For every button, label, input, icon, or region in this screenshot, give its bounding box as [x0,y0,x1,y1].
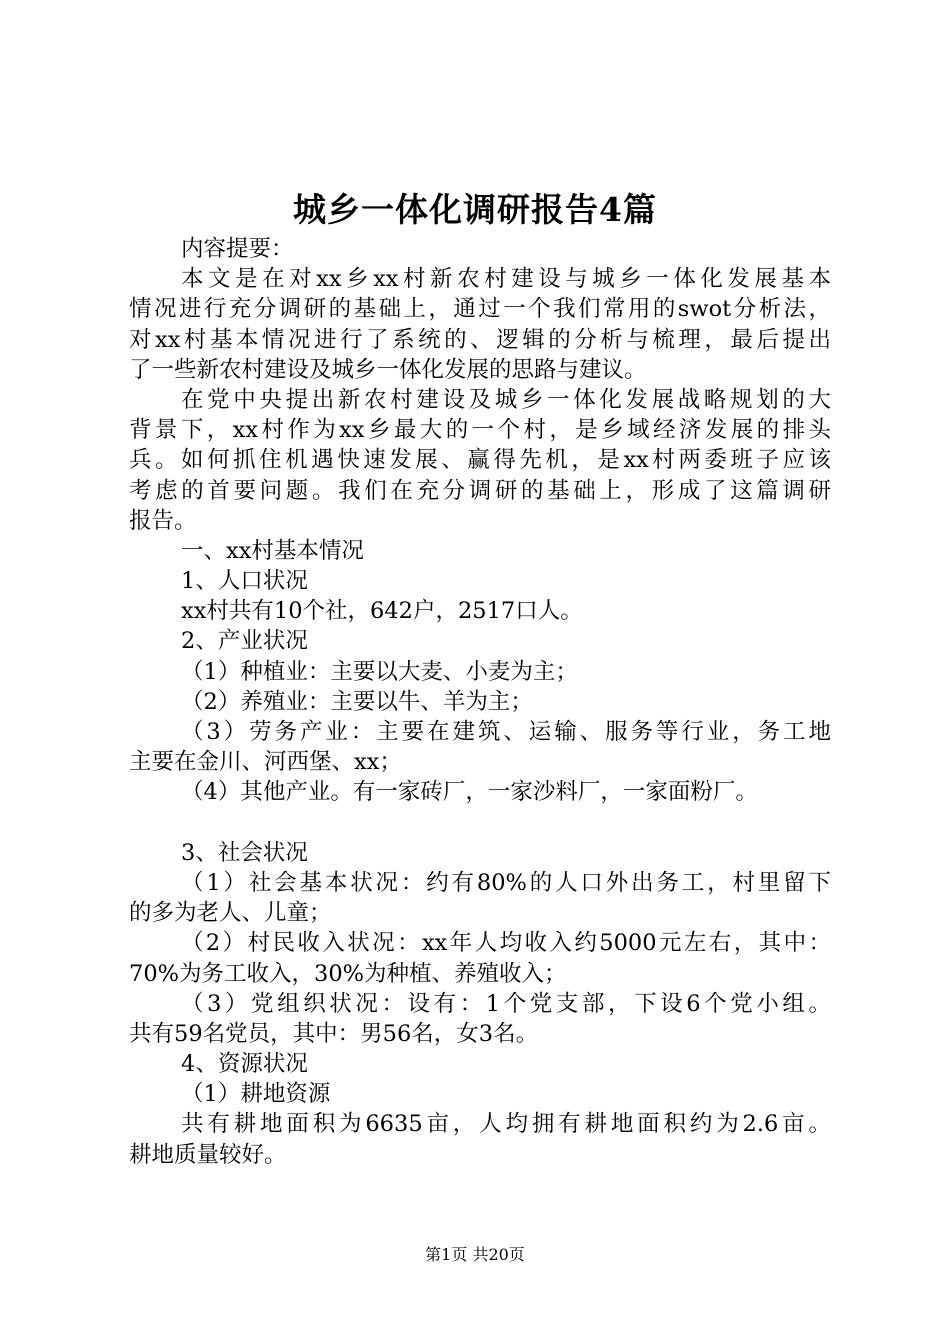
body-line: 耕地质量较好。 [129,1141,287,1168]
list-item: （1）耕地资源 [181,1081,331,1108]
body-line: xx村共有10个社，642户，2517口人。 [181,598,583,625]
body-line: 在党中央提出新农村建设及城乡一体化发展战略规划的大 [181,386,831,413]
page-title: 城乡一体化调研报告4篇 [293,190,657,229]
body-line: 兵。如何抓住机遇快速发展、赢得先机，是xx村两委班子应该 [129,447,831,474]
body-line: 内容提要： [181,236,294,262]
list-item: （2）养殖业：主要以牛、羊为主； [181,688,533,715]
body-line: 背景下，xx村作为xx乡最大的一个村，是乡域经济发展的排头 [129,417,831,444]
list-item: 共有59名党员，其中：男56名，女3名。 [129,1020,539,1047]
blank-line [129,808,831,838]
document-body [129,234,831,1170]
section-heading: 一、xx村基本情况 [181,537,364,564]
body-line: 报告。 [129,507,197,534]
subsection-heading: 2、产业状况 [181,628,308,655]
list-item: 的多为老人、儿童； [129,900,332,927]
subsection-heading: 4、资源状况 [181,1051,308,1078]
list-item: （1）种植业：主要以大麦、小麦为主； [181,658,578,685]
body-line: 了一些新农村建设及城乡一体化发展的思路与建议。 [129,356,647,383]
page-footer: 第1页 共20页 [425,1245,525,1264]
list-item: （3）劳务产业：主要在建筑、运输、服务等行业，务工地 [181,719,831,745]
body-line: 情况进行充分调研的基础上，通过一个我们常用的swot分析法， [129,296,831,323]
list-item: （4）其他产业。有一家砖厂，一家沙料厂，一家面粉厂。 [181,779,758,806]
list-item: 70%为务工收入，30%为种植、养殖收入； [129,960,567,987]
list-item: （2）村民收入状况：xx年人均收入约5000元左右，其中： [181,930,831,957]
list-item: （3）党组织状况：设有：1个党支部，下设6个党小组。 [181,990,831,1017]
list-item: （1）社会基本状况：约有80%的人口外出务工，村里留下 [181,869,831,896]
subsection-heading: 3、社会状况 [181,839,308,866]
list-item: 主要在金川、河西堡、xx； [129,749,402,776]
body-line: 考虑的首要问题。我们在充分调研的基础上，形成了这篇调研 [129,477,831,504]
body-line: 对xx村基本情况进行了系统的、逻辑的分析与梳理，最后提出 [129,326,831,353]
subsection-heading: 1、人口状况 [181,568,308,595]
body-line: 共有耕地面积为6635亩，人均拥有耕地面积约为2.6亩。 [181,1111,831,1138]
body-line: 本文是在对xx乡xx村新农村建设与城乡一体化发展基本 [181,266,831,293]
